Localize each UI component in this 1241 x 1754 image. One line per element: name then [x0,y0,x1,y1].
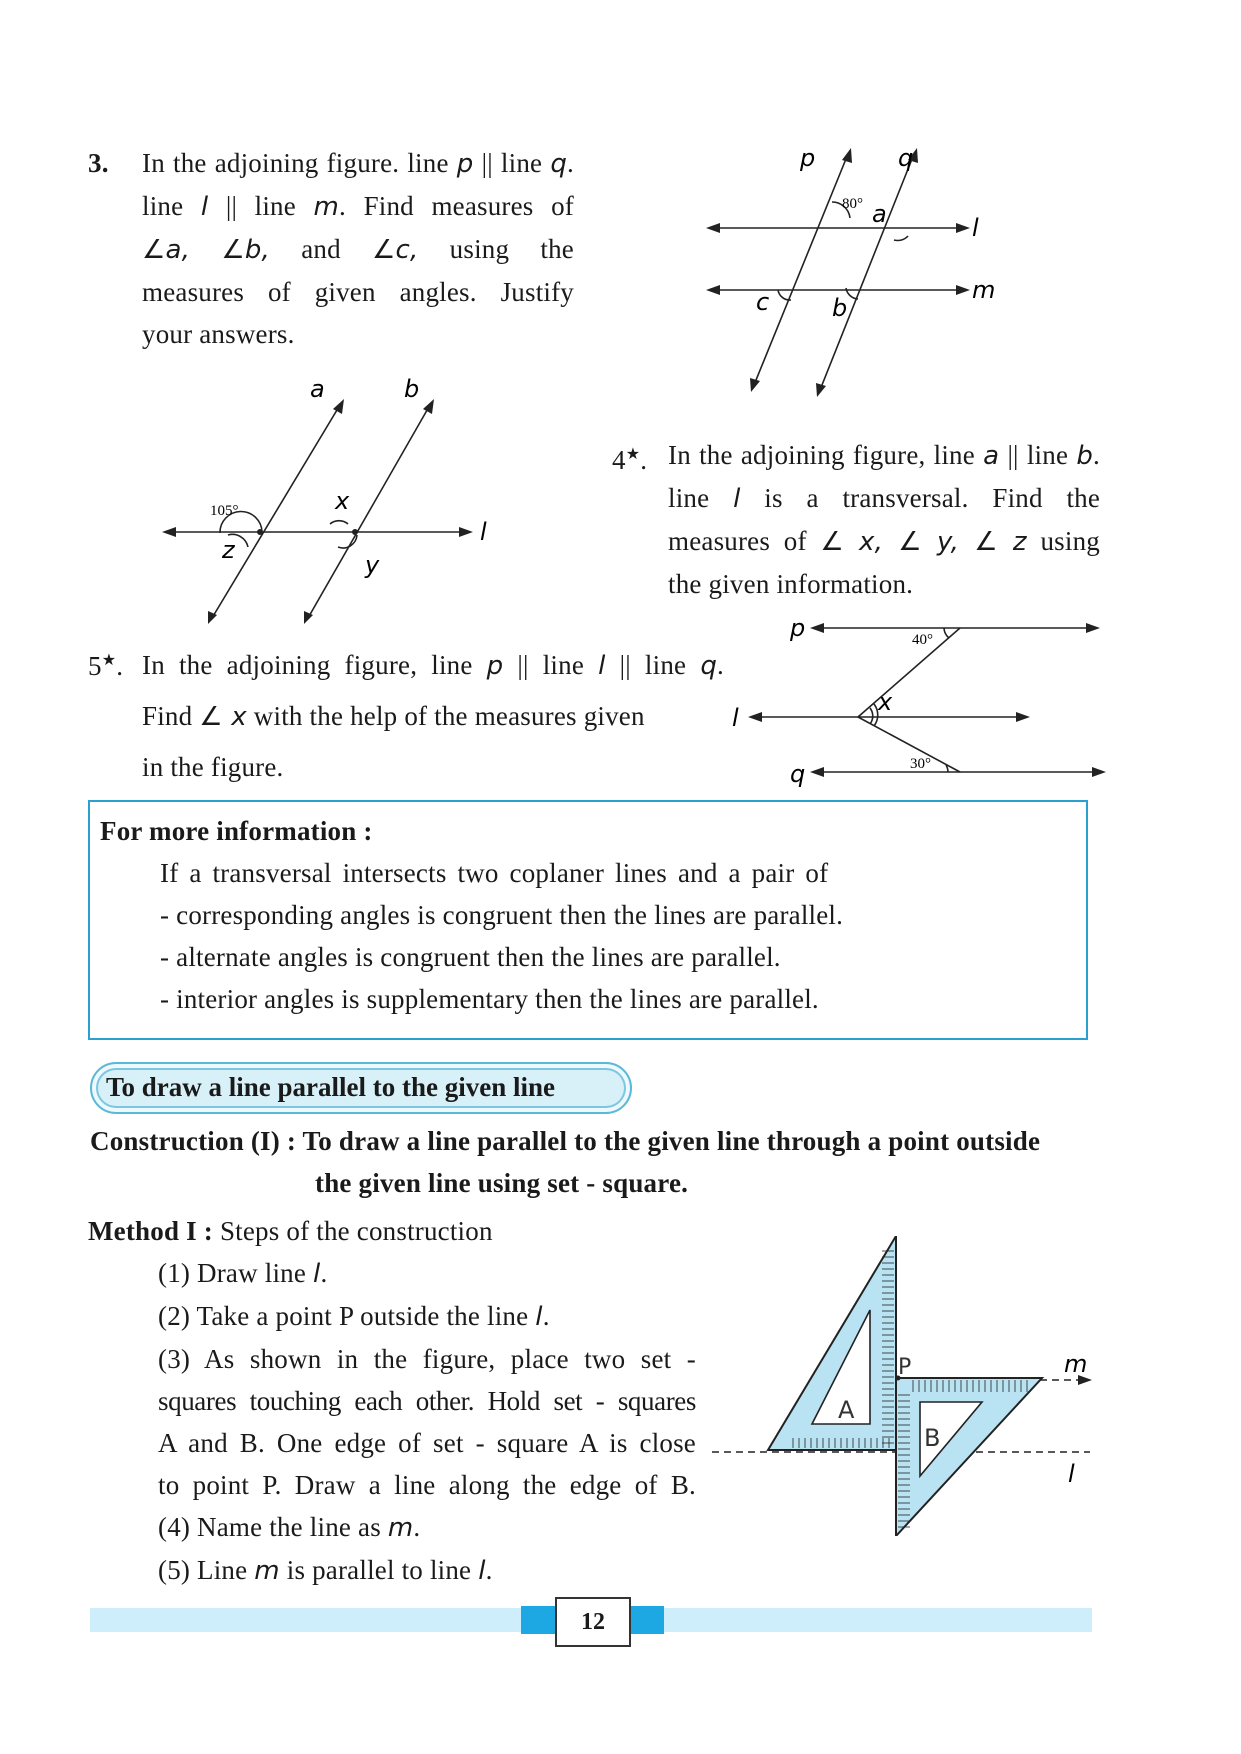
method-heading: Method I : Steps of the construction [88,1216,493,1246]
step-3-line-4: to point P. Draw a line along the edge of B. [158,1470,696,1500]
q3-line-5: your answers. [142,319,295,349]
step-3-line-1: (3) As shown in the figure, place two set - [158,1344,696,1374]
q5-text [142,640,724,792]
arrow-icon [842,148,852,163]
arrow-icon [956,223,970,233]
label-B: B [924,1424,941,1452]
q4-label-y: y [365,551,380,579]
q5-number: 5★. [88,651,124,681]
step-4: (4) Name the line as m. [158,1512,421,1543]
arrow-icon [706,223,720,233]
q3-number: 3. [88,148,109,178]
arrow-icon [706,285,720,295]
q4-label-x: x [335,487,350,515]
arrow-icon [1086,623,1100,633]
q5-label-l: l [732,704,739,732]
arrow-icon [810,767,824,777]
step-5: (5) Line m is parallel to line l. [158,1555,493,1586]
q4-line-2: line l is a transversal. Find the [668,483,1101,514]
q3-label-a: a [872,200,887,228]
arrow-icon [750,378,760,392]
label-l: l [1068,1460,1075,1488]
setsquare-figure [712,1236,1104,1536]
q4-text [668,434,1100,605]
arrow-icon [423,399,434,414]
arrow-icon [162,527,176,537]
q4-label-z: z [222,536,235,564]
info-item: - interior angles is supplementary then the lines are parallel. [160,984,819,1014]
arrow-icon [816,383,826,397]
arrow-icon [1016,712,1030,722]
q4-label-b: b [404,375,420,403]
q5-segment-2 [858,717,960,772]
footer-accent-right [630,1606,664,1634]
q3-line-1: In the adjoining figure. line p || line q. [142,148,574,179]
q3-label-l: l [972,214,979,242]
q4-figure [160,375,500,635]
info-item: - corresponding angles is congruent then the lines are parallel. [160,900,844,930]
q3-angle-80: 80° [842,196,863,212]
section-heading-text: To draw a line parallel to the given line [106,1072,556,1102]
q5-label-p: p [790,614,806,642]
q3-line-4: measures of given angles. Justify [142,277,574,307]
q5-segment-1 [858,628,960,717]
info-intro: If a transversal intersects two coplaner lines and a pair of [160,858,829,888]
q3-figure [700,140,1000,400]
step-2: (2) Take a point P outside the line l. [158,1301,550,1332]
step-3-line-3: A and B. One edge of set - square A is close [158,1428,696,1458]
q3-line-p [754,154,848,385]
q3-arc-a [894,236,908,241]
q4-line-4: the given information. [668,569,914,599]
q5-line-3: in the figure. [142,752,284,782]
section-heading [90,1062,632,1114]
q4-angle-105: 105° [210,503,239,519]
q4-label-a: a [310,375,325,403]
q5-line-1: In the adjoining figure, line p || line l || line q. [142,650,724,681]
q5-label-q: q [790,760,806,788]
label-m: m [1064,1350,1088,1378]
info-title: For more information : [100,816,373,846]
construction-title-cont: the given line using set - square. [315,1168,689,1198]
q5-line-2: Find ∠ x with the help of the measures given [142,701,645,732]
q3-label-b: b [832,294,848,322]
q4-line-3: measures of ∠ x, ∠ y, ∠ z using [668,526,1100,557]
construction-title: Construction (I) : To draw a line parallel to the given line through a point outside [90,1126,1041,1156]
arrow-icon [333,399,344,414]
arrow-icon [459,527,473,537]
info-item: - alternate angles is congruent then the lines are parallel. [160,942,781,972]
q5-angle-40: 40° [912,632,933,648]
q4-line-b [308,405,430,618]
q4-arc-x [330,521,348,524]
q4-line-1: In the adjoining figure, line a || line b. [668,440,1100,471]
q3-text [142,142,574,355]
info-box [88,800,1088,1040]
label-A: A [838,1396,855,1424]
label-P: P [898,1355,912,1380]
arrow-icon [748,712,762,722]
q4-number: 4★. [612,445,648,475]
q4-label-l: l [480,518,487,546]
arrow-icon [956,285,970,295]
q5-arc-x2 [870,708,873,724]
q3-label-q: q [898,144,914,172]
q5-figure [726,600,1106,790]
q3-label-c: c [756,288,770,316]
q3-line-3: ∠a, ∠b, and ∠c, using the [142,234,574,265]
q3-label-p: p [800,144,816,172]
q5-angle-30: 30° [910,756,931,772]
q5-arc-40 [944,628,949,638]
q5-label-x: x [878,688,893,716]
method-steps [158,1252,696,1592]
arrow-icon [810,623,824,633]
arrow-icon [1092,767,1106,777]
footer-accent-left [521,1606,555,1634]
q3-label-m: m [972,276,996,304]
step-3-line-2: squares touching each other. Hold set - squares [158,1386,696,1416]
step-1: (1) Draw line l. [158,1258,328,1289]
page-number: 12 [555,1597,631,1647]
q3-line-2: line l || line m. Find measures of [142,191,574,222]
